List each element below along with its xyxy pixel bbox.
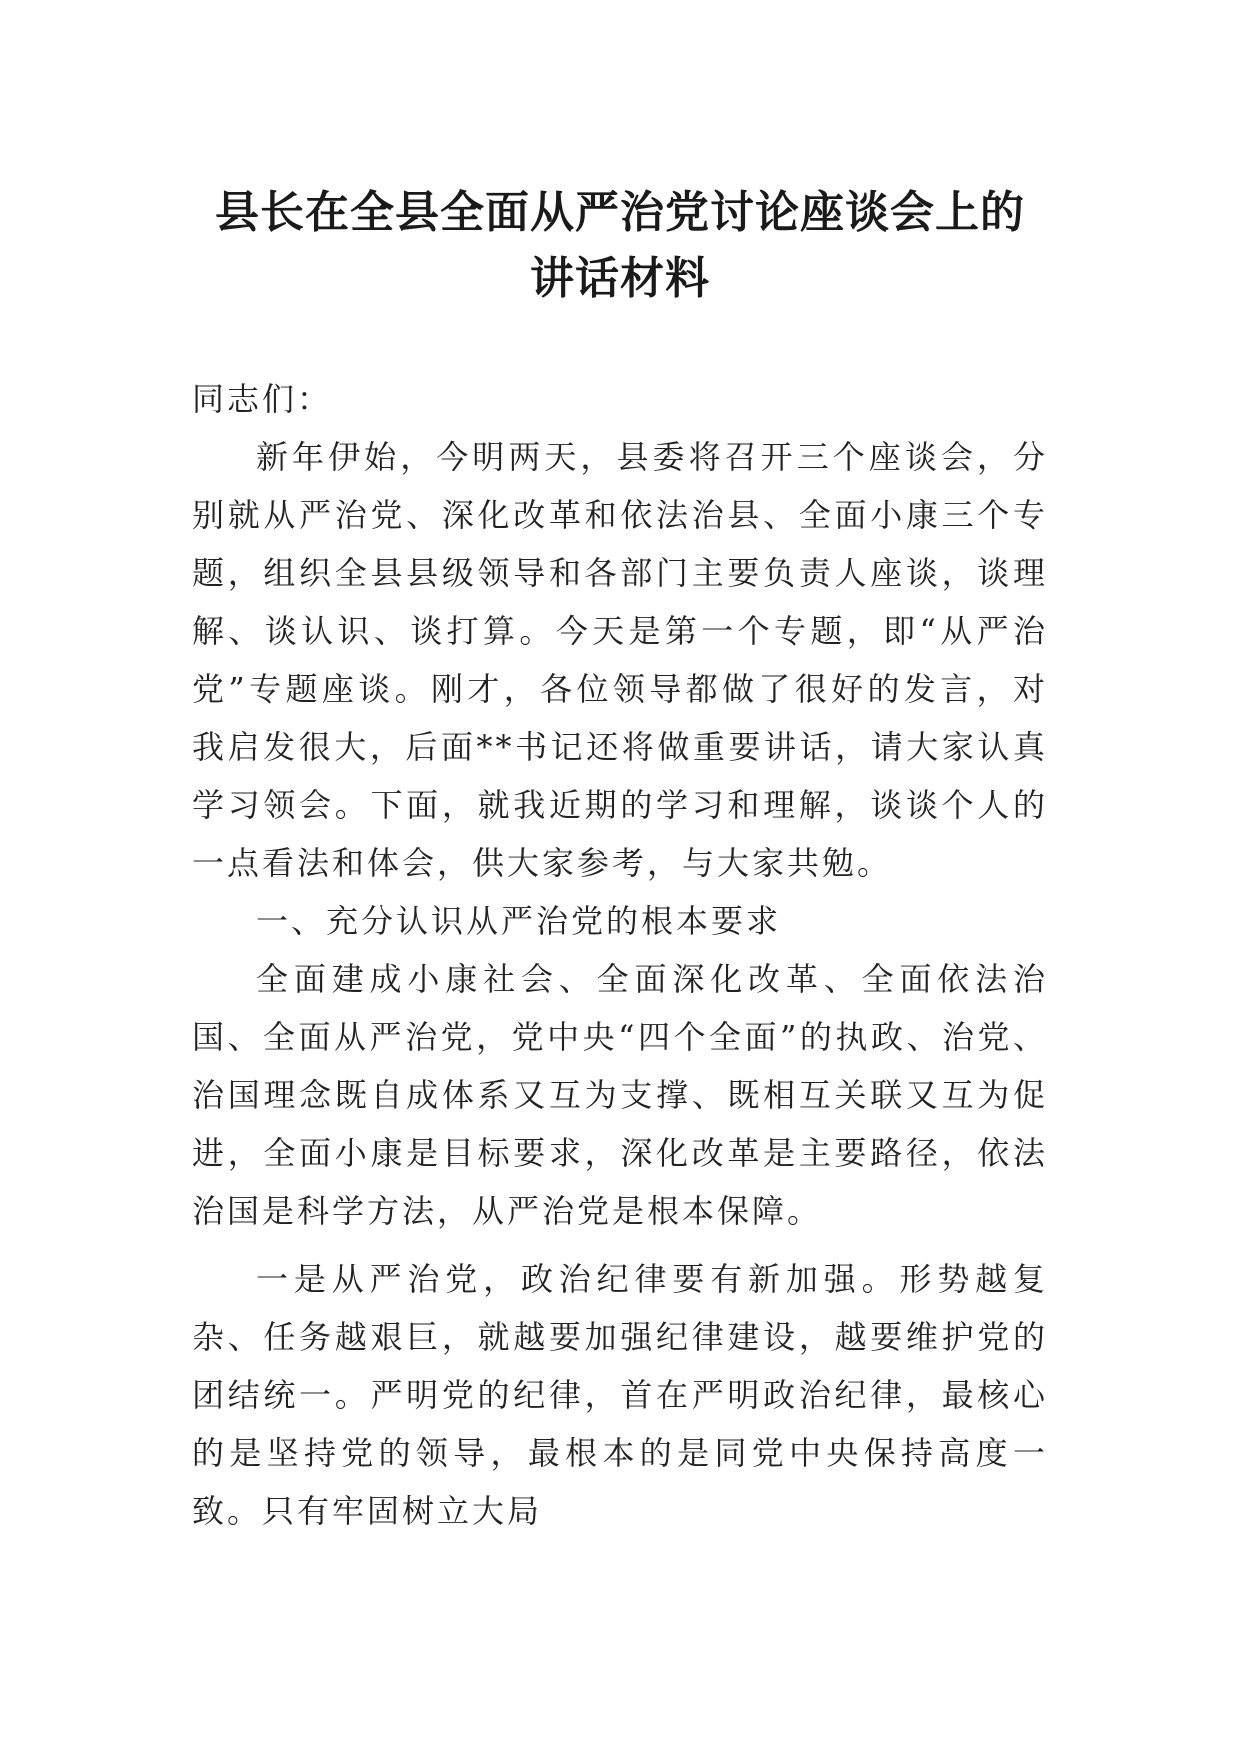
paragraph-political-discipline: 一是从严治党，政治纪律要有新加强。形势越复杂、任务越艰巨，就越要加强纪律建设，越要维护党的团结统一。严明党的纪律，首在严明政治纪律，最核心的是坚持党的领导，最根本的是同党中央保持高度一致。只有牢固树立大局 — [192, 1260, 1048, 1530]
paragraph-intro: 新年伊始，今明两天，县委将召开三个座谈会，分别就从严治党、深化改革和依法治县、全面小康三个专题，组织全县县级领导和各部门主要负责人座谈，谈理解、谈认识、谈打算。今天是第一个专题，即“从严治党”专题座谈。刚才，各位领导都做了很好的发言，对我启发很大，后面**书记还将做重要讲话，请大家认真学习领会。下面，就我近期的学习和理解，谈谈个人的一点看法和体会，供大家参考，与大家共勉。 — [192, 438, 1048, 882]
paragraph-four-comprehensives: 全面建成小康社会、全面深化改革、全面依法治国、全面从严治党，党中央“四个全面”的执政、治党、治国理念既自成体系又互为支撑、既相互关联又互为促进，全面小康是目标要求，深化改革是主要路径，依法治国是科学方法，从严治党是根本保障。 — [192, 960, 1048, 1230]
title-line-1: 县长在全县全面从严治党讨论座谈会上的 — [215, 187, 1025, 238]
document-body — [192, 370, 1048, 1540]
document-title — [160, 180, 1080, 312]
title-line-2: 讲话材料 — [530, 253, 710, 304]
salutation: 同志们： — [192, 380, 333, 418]
section-heading-1: 一、充分认识从严治党的根本要求 — [256, 902, 782, 940]
